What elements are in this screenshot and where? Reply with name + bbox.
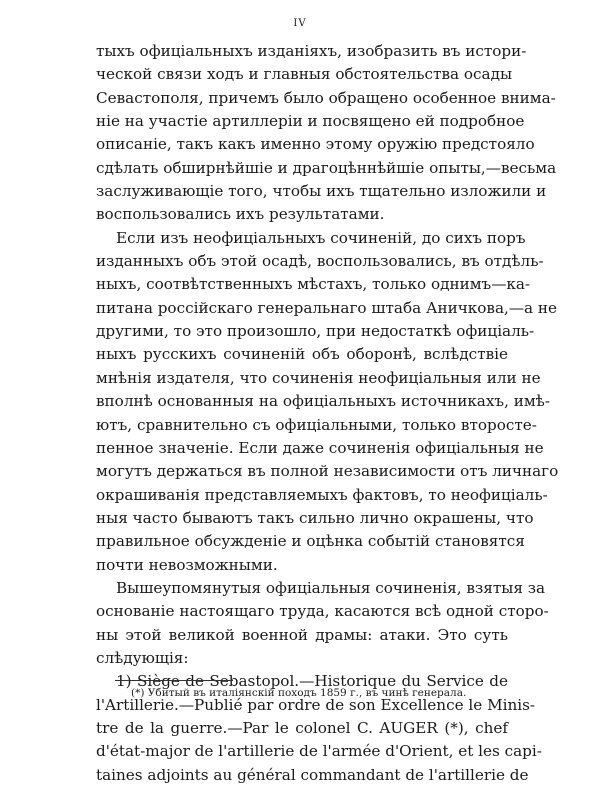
text-line: ныя часто бываютъ такъ сильно лично окрашены, что [96, 508, 534, 527]
text-line: заслуживающіе того, чтобы ихъ тщательно изложили и [96, 182, 547, 201]
text-line: питана россійскаго генеральнаго штаба Аничкова,—а не [96, 298, 558, 317]
text-line: ческой связи ходъ и главныя обстоятельства осады [96, 65, 513, 84]
text-line: Если изъ неофиціальныхъ сочиненій, до сихъ поръ [116, 228, 526, 247]
text-line: 1) Siège de Sebastopol.—Historique du Service de [116, 672, 508, 691]
footnote: (*) Убитый въ италіянскій походъ 1859 г., въ чинѣ генерала. [131, 687, 467, 699]
text-line: ютъ, сравнительно съ офиціальными, только второсте- [96, 415, 537, 434]
text-line: Вышеупомянутыя офиціальныя сочиненія, взятыя за [116, 578, 546, 597]
text-line: taines adjoints au général commandant de l'artillerie de [96, 765, 529, 784]
text-line: могутъ держаться въ полной независимости отъ личнаго [96, 462, 559, 481]
text-line: другими, то это произошло, при недостаткѣ офиціаль- [96, 322, 535, 341]
text-line: мнѣнія издателя, что сочиненія неофиціальныя или не [96, 368, 541, 387]
text-line: окрашиванія представляемыхъ фактовъ, то неофиціаль- [96, 485, 548, 504]
text-line: ныхъ, соотвѣтственныхъ мѣстахъ, только однимъ—ка- [96, 275, 531, 294]
text-line: вполнѣ основанныя на офиціальныхъ источникахъ, имѣ- [96, 392, 550, 411]
text-line: ны этой великой военной драмы: атаки. Это суть [96, 625, 508, 644]
text-line: правильное обсужденіе и оцѣнка событій становятся [96, 532, 525, 551]
text-line: сдѣлать обширнѣйшіе и драгоцѣннѣйшіе опыты,—весьма [96, 158, 557, 177]
text-line: слѣдующія: [96, 648, 189, 667]
text-line: tre de la guerre.—Par le colonel C. AUGER (*), chef [96, 718, 508, 737]
text-line: почти невозможными. [96, 555, 278, 574]
footnote-divider [115, 680, 233, 681]
page-number: IV [293, 18, 307, 29]
text-line: d'état-major de l'artillerie de l'armée d'Orient, et les capi- [96, 742, 542, 761]
body-text [96, 40, 559, 787]
text-line: Севастополя, причемъ было обращено особенное внима- [96, 88, 556, 107]
text-line: воспользовались ихъ результатами. [96, 205, 385, 224]
text-line: ныхъ русскихъ сочиненій объ оборонѣ, вслѣдствіе [96, 345, 508, 364]
text-line: описаніе, такъ какъ именно этому оружію предстояло [96, 135, 535, 154]
text-line: ніе на участіе артиллеріи и посвящено ей подробное [96, 112, 525, 131]
text-line: основаніе настоящаго труда, касаются всѣ одной сторо- [96, 602, 549, 621]
text-line: пенное значеніе. Если даже сочиненія офиціальныя не [96, 438, 544, 457]
text-line: изданныхъ объ этой осадѣ, воспользовались, въ отдѣль- [96, 252, 544, 271]
text-line: тыхъ офиціальныхъ изданіяхъ, изобразить въ истори- [96, 42, 527, 60]
text-line: l'Artillerie.—Publié par ordre de son Excellence le Minis- [96, 695, 536, 714]
